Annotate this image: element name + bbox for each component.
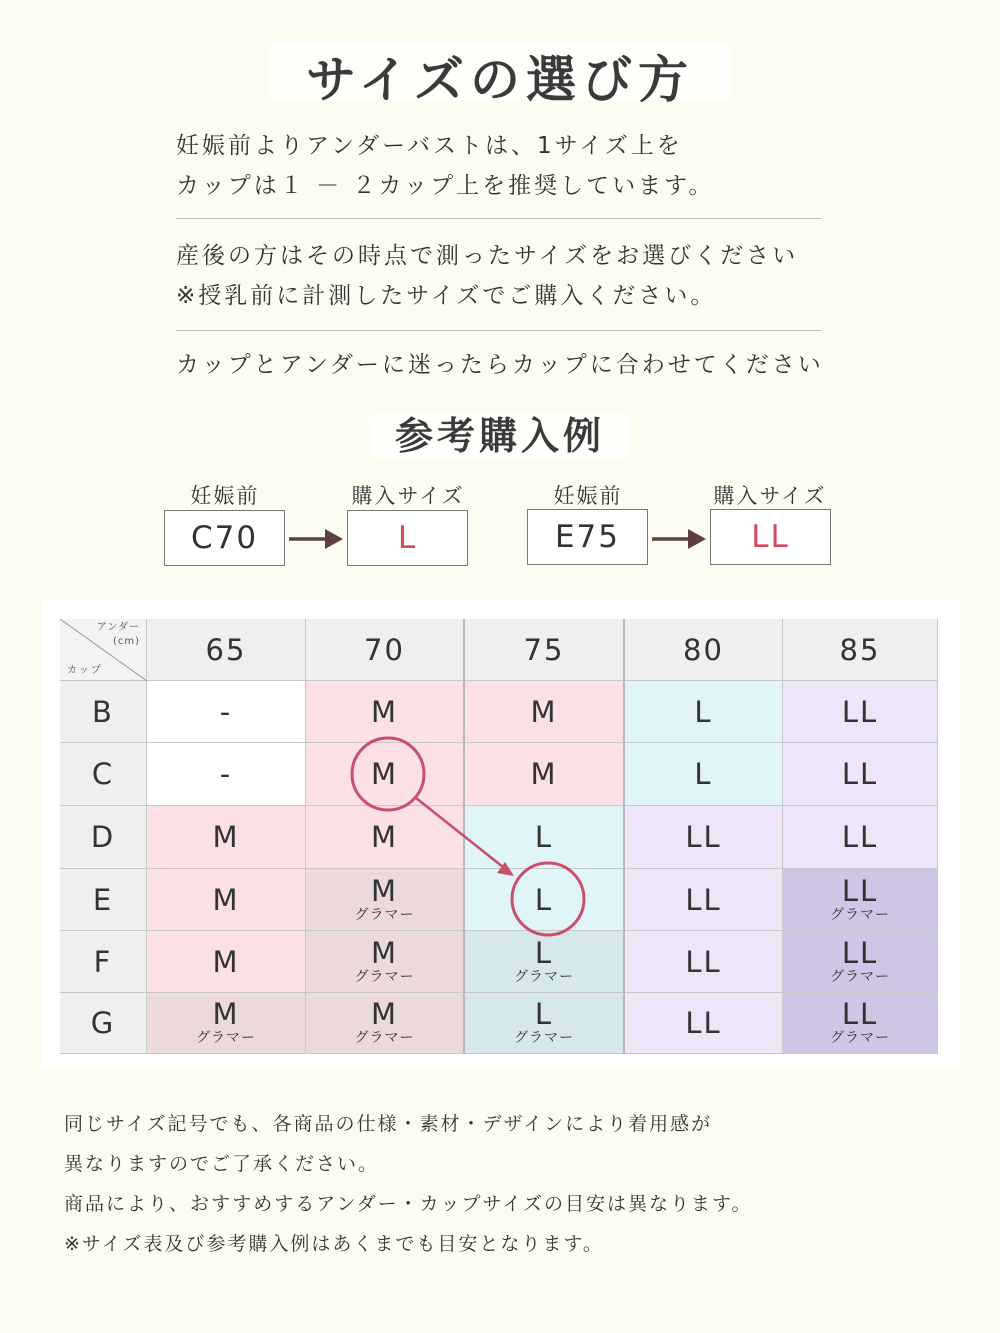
glamour-label: グラマー [196, 1030, 256, 1046]
size-cell-C65 [147, 743, 306, 806]
size-cell-G85 [783, 993, 938, 1054]
size-cell-F80 [625, 931, 783, 993]
example2-after-box: LL [710, 509, 831, 565]
size-table [60, 619, 938, 1054]
size-value: LL [841, 873, 879, 908]
size-value: M [212, 820, 240, 854]
size-cell-F65 [147, 931, 306, 993]
cup-header-G [60, 993, 147, 1054]
corner-cup-label: カップ [67, 665, 103, 676]
size-value: L [534, 882, 554, 917]
size-value: L [534, 935, 554, 970]
note-line: 同じサイズ記号でも、各商品の仕様・素材・デザインにより着用感が [64, 1113, 713, 1135]
cup-header-label: G [90, 1006, 116, 1040]
size-cell-E75 [465, 869, 625, 931]
under-header-65 [147, 619, 306, 681]
size-value: LL [685, 820, 722, 854]
under-header-80 [625, 619, 783, 681]
size-cell-D85 [783, 806, 938, 869]
arrow-right-icon [652, 527, 706, 551]
under-header-label: 75 [523, 632, 565, 667]
size-cell-C85 [783, 743, 938, 806]
size-cell-F75 [465, 931, 625, 993]
size-value: L [694, 757, 713, 791]
size-value: LL [841, 820, 879, 854]
size-cell-B80 [625, 681, 783, 743]
size-cell-G75 [465, 993, 625, 1054]
size-cell-B85 [783, 681, 938, 743]
cup-header-label: D [90, 820, 116, 854]
size-value: LL [841, 935, 879, 970]
note-line: ※サイズ表及び参考購入例はあくまでも目安となります。 [64, 1233, 604, 1255]
size-value: M [212, 882, 240, 917]
example1-before-box: C70 [164, 510, 285, 566]
size-cell-B75 [465, 681, 625, 743]
cup-header-label: B [92, 694, 114, 729]
size-value: M [370, 935, 399, 970]
corner-under-text: アンダー [96, 622, 140, 633]
size-value: M [212, 944, 240, 979]
size-value: M [530, 757, 558, 791]
size-value: M [370, 694, 399, 729]
size-value: M [370, 757, 399, 791]
corner-unit-text: (cm) [112, 636, 140, 647]
size-cell-C75 [465, 743, 625, 806]
size-value: L [534, 997, 554, 1031]
size-cell-C80 [625, 743, 783, 806]
under-header-85 [783, 619, 938, 681]
cup-header-E [60, 869, 147, 931]
under-header-70 [306, 619, 465, 681]
size-cell-D65 [147, 806, 306, 869]
intro-block-1 [176, 126, 714, 206]
size-value: LL [685, 882, 722, 917]
note-line: 商品により、おすすめするアンダー・カップサイズの目安は異なります。 [64, 1193, 753, 1215]
size-value: LL [841, 757, 879, 791]
divider [176, 330, 821, 331]
size-cell-E70 [306, 869, 465, 931]
size-cell-G70 [306, 993, 465, 1054]
glamour-label: グラマー [514, 968, 574, 985]
glamour-label: グラマー [830, 906, 890, 923]
size-value: L [694, 694, 713, 729]
example1-after-box: L [347, 510, 468, 566]
size-cell-B70 [306, 681, 465, 743]
glamour-label: グラマー [514, 1030, 574, 1046]
example-heading: 参考購入例 [394, 413, 605, 458]
divider [176, 218, 821, 219]
size-cell-C70 [306, 743, 465, 806]
size-value: LL [841, 694, 879, 729]
size-value: LL [685, 944, 722, 979]
size-value: L [534, 820, 554, 854]
cup-header-C [60, 743, 147, 806]
corner-under-label [97, 621, 140, 649]
cup-header-label: C [91, 757, 115, 791]
size-value: M [370, 997, 399, 1031]
size-cell-D70 [306, 806, 465, 869]
intro-line: 妊娠前よりアンダーバストは、1サイズ上を [176, 133, 683, 159]
size-cell-F70 [306, 931, 465, 993]
example2-before-box: E75 [527, 509, 648, 565]
under-header-label: 70 [364, 632, 405, 667]
glamour-label: グラマー [354, 1030, 415, 1046]
intro-line: 産後の方はその時点で測ったサイズをお選びください [176, 243, 799, 269]
example2-after-label: 購入サイズ [713, 484, 827, 508]
note-block [64, 1104, 752, 1264]
size-value: - [219, 694, 233, 729]
size-value: M [370, 873, 399, 908]
example2-before-label: 妊娠前 [553, 484, 623, 508]
size-cell-G65 [147, 993, 306, 1054]
size-cell-D80 [625, 806, 783, 869]
intro-block-2 [176, 236, 798, 316]
cup-header-B [60, 681, 147, 743]
arrow-right-icon [289, 527, 343, 551]
size-cell-D75 [465, 806, 625, 869]
size-value: LL [685, 1006, 722, 1040]
size-value: M [370, 820, 399, 854]
example1-after-label: 購入サイズ [351, 484, 465, 508]
size-cell-G80 [625, 993, 783, 1054]
size-value: M [212, 997, 240, 1031]
glamour-label: グラマー [830, 968, 890, 985]
size-cell-E85 [783, 869, 938, 931]
cup-header-D [60, 806, 147, 869]
page-title: サイズの選び方 [306, 50, 694, 109]
size-cell-B65 [147, 681, 306, 743]
glamour-label: グラマー [830, 1030, 890, 1046]
under-header-75 [465, 619, 625, 681]
cup-header-label: F [93, 944, 113, 979]
under-header-label: 85 [839, 632, 881, 667]
under-header-label: 80 [683, 632, 724, 667]
glamour-label: グラマー [354, 906, 415, 923]
under-header-label: 65 [205, 632, 247, 667]
size-cell-E80 [625, 869, 783, 931]
cup-header-F [60, 931, 147, 993]
intro-line: カップは１ － ２カップ上を推奨しています。 [176, 173, 715, 199]
example1-before-label: 妊娠前 [190, 484, 260, 508]
cup-header-label: E [92, 882, 114, 917]
size-cell-F85 [783, 931, 938, 993]
size-value: - [219, 757, 233, 791]
note-line: 異なりますのでご了承ください。 [64, 1153, 380, 1175]
glamour-label: グラマー [354, 968, 415, 985]
table-corner-header [60, 619, 147, 681]
size-cell-E65 [147, 869, 306, 931]
intro-line-3: カップとアンダーに迷ったらカップに合わせてください [176, 352, 824, 378]
size-value: M [530, 694, 558, 729]
size-value: LL [841, 997, 879, 1031]
intro-line: ※授乳前に計測したサイズでご購入ください。 [176, 283, 717, 309]
